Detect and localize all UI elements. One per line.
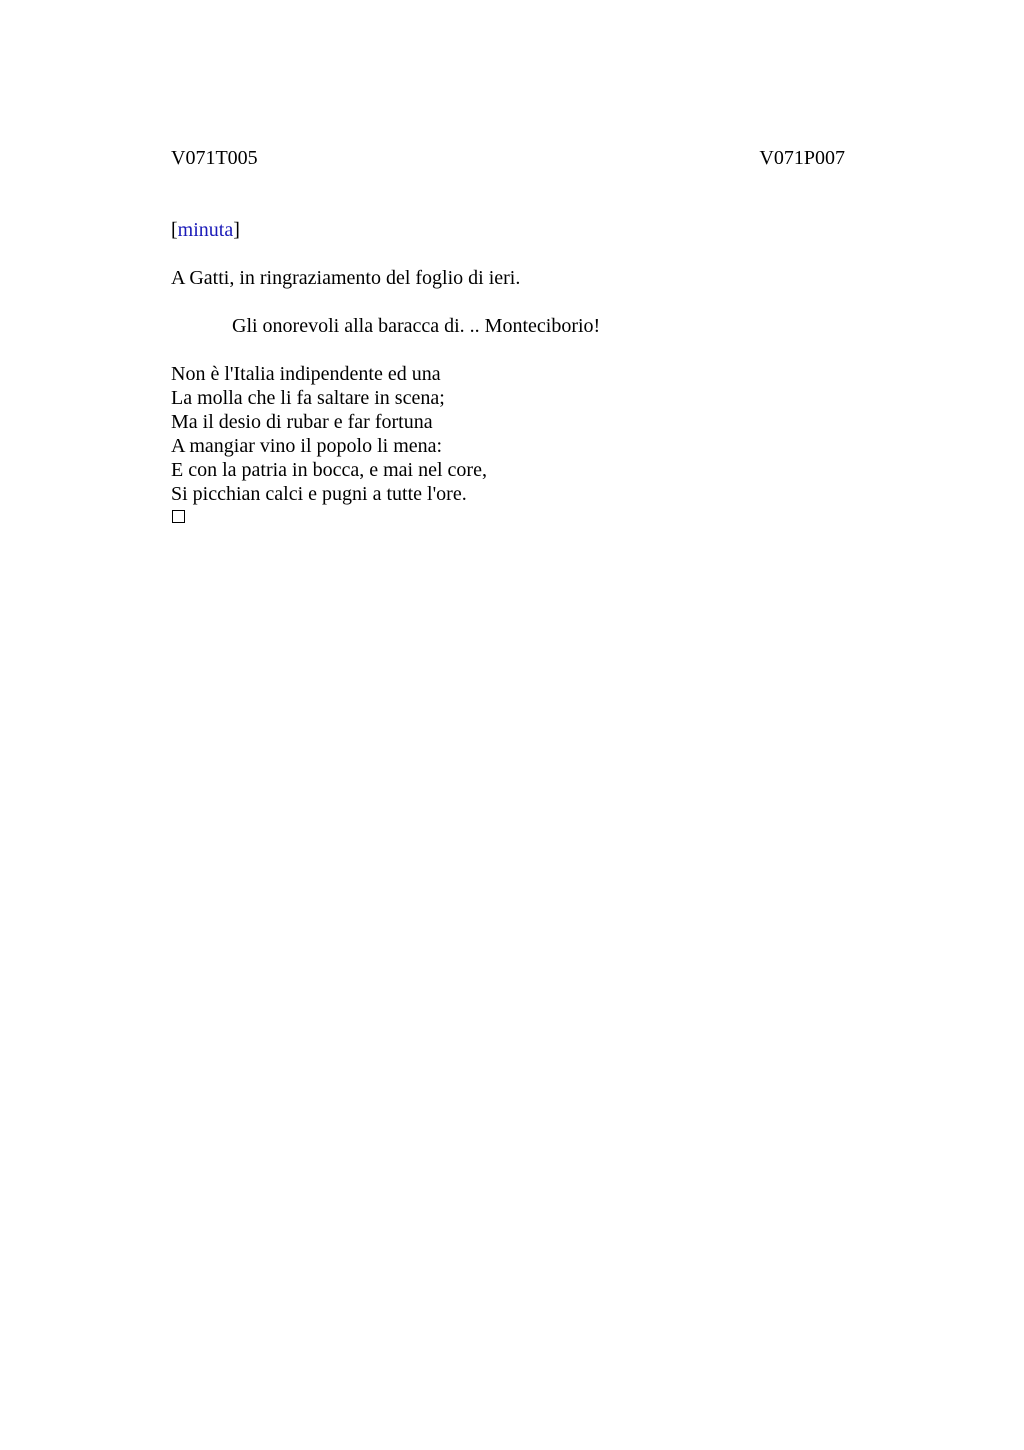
document-type-link[interactable]: minuta [177, 219, 234, 241]
text-code: V071T005 [171, 147, 258, 169]
dedication: A Gatti, in ringraziamento del foglio di ieri. [171, 267, 521, 289]
document-page [171, 146, 845, 523]
verse-line: La molla che li fa saltare in scena; [171, 387, 445, 409]
verse-line: E con la patria in bocca, e mai nel core, [171, 459, 487, 481]
document-header [171, 146, 845, 170]
document-type [171, 218, 845, 242]
open-bracket: [ [171, 219, 178, 241]
close-bracket: ] [233, 219, 240, 241]
page-code: V071P007 [759, 147, 845, 169]
verse-line: Non è l'Italia indipendente ed una [171, 363, 441, 385]
poem-body [171, 362, 845, 523]
poem-title: Gli onorevoli alla baracca di. .. Monteciborio! [232, 315, 601, 337]
verse-line: A mangiar vino il popolo li mena: [171, 435, 443, 457]
verse-line: Si picchian calci e pugni a tutte l'ore. [171, 483, 467, 505]
empty-square-icon [172, 510, 185, 523]
verse-line: Ma il desio di rubar e far fortuna [171, 411, 433, 433]
